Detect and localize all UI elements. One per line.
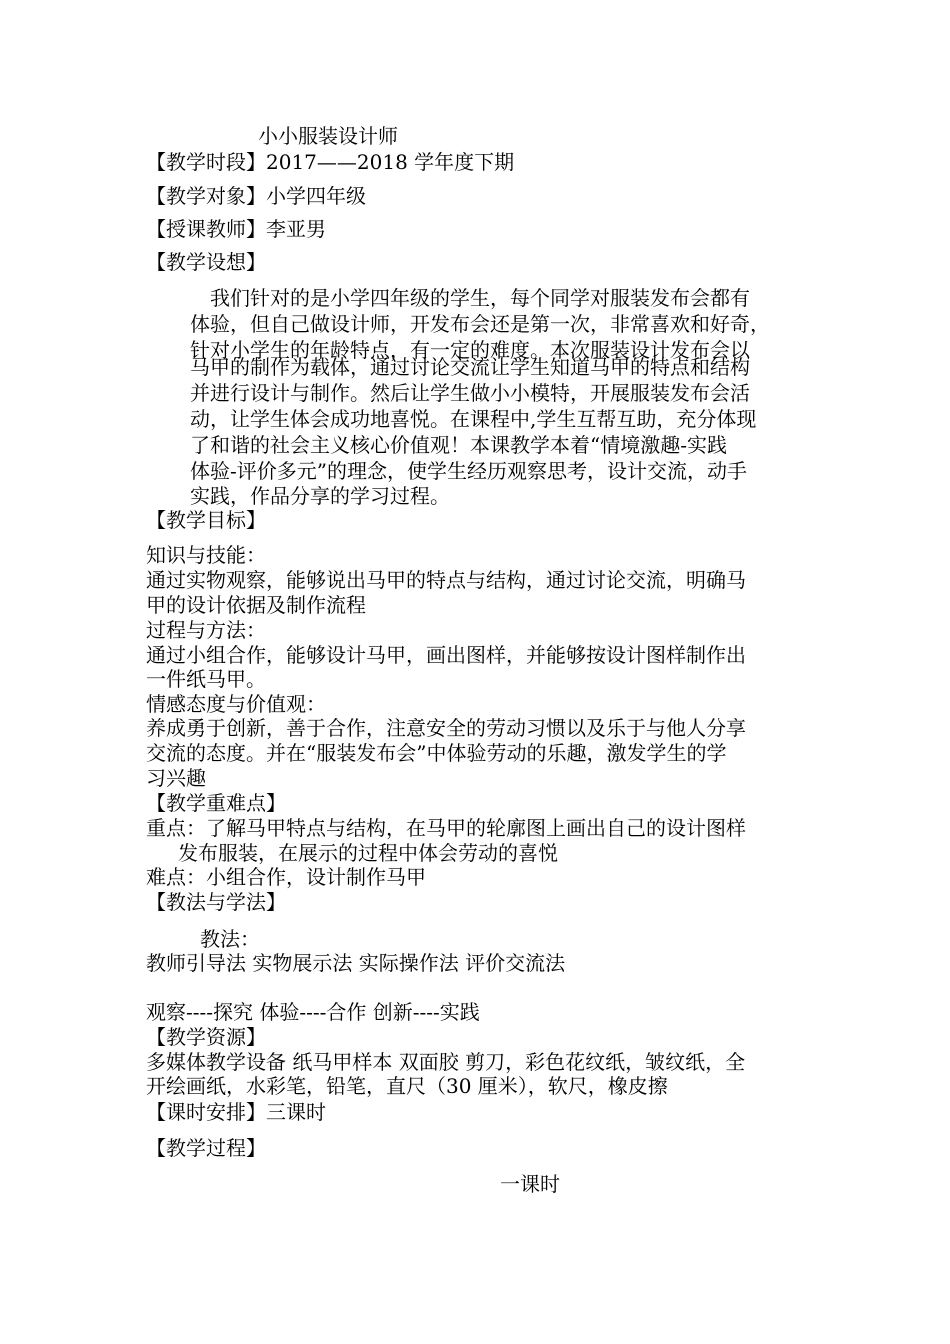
process-line: 通过小组合作，能够设计马甲，画出图样，并能够按设计图样制作出 <box>146 643 746 667</box>
audience-row <box>146 184 366 208</box>
audience-label: 【教学对象】 <box>146 184 266 208</box>
resources-line: 开绘画纸，水彩笔，铅笔，直尺（30 厘米），软尺，橡皮擦 <box>146 1074 668 1098</box>
methods-heading: 【教法与学法】 <box>146 890 286 914</box>
learning-methods: 观察----探究 体验----合作 创新----实践 <box>146 1000 480 1024</box>
resources-heading: 【教学资源】 <box>146 1025 266 1049</box>
period-label: 【教学时段】 <box>146 150 266 174</box>
teaching-method-label: 教法： <box>200 927 260 951</box>
teacher-value: 李亚男 <box>266 217 326 241</box>
difficulty-line: 难点：小组合作，设计制作马甲 <box>146 865 426 889</box>
teacher-label: 【授课教师】 <box>146 217 266 241</box>
attitude-line: 交流的态度。并在“服装发布会”中体验劳动的乐趣，激发学生的学 <box>146 741 727 765</box>
attitude-label: 情感态度与价值观： <box>146 692 326 716</box>
resources-line: 多媒体教学设备 纸马甲样本 双面胶 剪刀，彩色花纹纸，皱纹纸，全 <box>146 1050 746 1074</box>
schedule-row <box>146 1100 326 1124</box>
concept-line: 体验-评价多元”的理念，使学生经历观察思考，设计交流，动手 <box>190 459 747 483</box>
concept-line: 实践，作品分享的学习过程。 <box>190 484 450 508</box>
concept-line: 体验，但自己做设计师，开发布会还是第一次，非常喜欢和好奇， <box>190 312 770 336</box>
lesson-label: 一课时 <box>500 1172 560 1196</box>
keypoints-heading: 【教学重难点】 <box>146 791 286 815</box>
period-value: 2017——2018 学年度下期 <box>266 150 515 174</box>
teaching-methods: 教师引导法 实物展示法 实际操作法 评价交流法 <box>146 951 566 975</box>
concept-heading: 【教学设想】 <box>146 250 266 274</box>
period-row <box>146 150 514 174</box>
process-heading: 【教学过程】 <box>146 1136 266 1160</box>
concept-line: 针对小学生的年龄特点，有一定的难度。本次服装设计发布会以 <box>190 338 750 362</box>
goals-heading: 【教学目标】 <box>146 508 266 532</box>
concept-line: 动，让学生体会成功地喜悦。在课程中,学生互帮互助，充分体现 <box>190 407 757 431</box>
knowledge-line: 通过实物观察，能够说出马甲的特点与结构，通过讨论交流，明确马 <box>146 568 746 592</box>
attitude-line: 养成勇于创新，善于合作，注意安全的劳动习惯以及乐于与他人分享 <box>146 716 746 740</box>
attitude-line: 习兴趣 <box>146 766 206 790</box>
concept-line: 我们针对的是小学四年级的学生，每个同学对服装发布会都有 <box>210 286 750 310</box>
document-title: 小小服装设计师 <box>258 124 398 148</box>
process-label: 过程与方法： <box>146 618 266 642</box>
knowledge-label: 知识与技能： <box>146 543 266 567</box>
concept-line: 并进行设计与制作。然后让学生做小小模特，开展服装发布会活 <box>190 381 750 405</box>
concept-line: 马甲的制作为载体，通过讨论交流让学生知道马甲的特点和结构 <box>190 355 750 379</box>
teacher-row <box>146 217 326 241</box>
knowledge-line: 甲的设计依据及制作流程 <box>146 593 366 617</box>
concept-line: 了和谐的社会主义核心价值观！本课教学本着“情境激趣-实践 <box>190 433 727 457</box>
schedule-value: 三课时 <box>266 1100 326 1124</box>
key-line: 发布服装，在展示的过程中体会劳动的喜悦 <box>178 841 558 865</box>
key-line: 重点：了解马甲特点与结构，在马甲的轮廓图上画出自己的设计图样 <box>146 816 746 840</box>
schedule-label: 【课时安排】 <box>146 1100 266 1124</box>
process-line: 一件纸马甲。 <box>146 667 266 691</box>
audience-value: 小学四年级 <box>266 184 366 208</box>
